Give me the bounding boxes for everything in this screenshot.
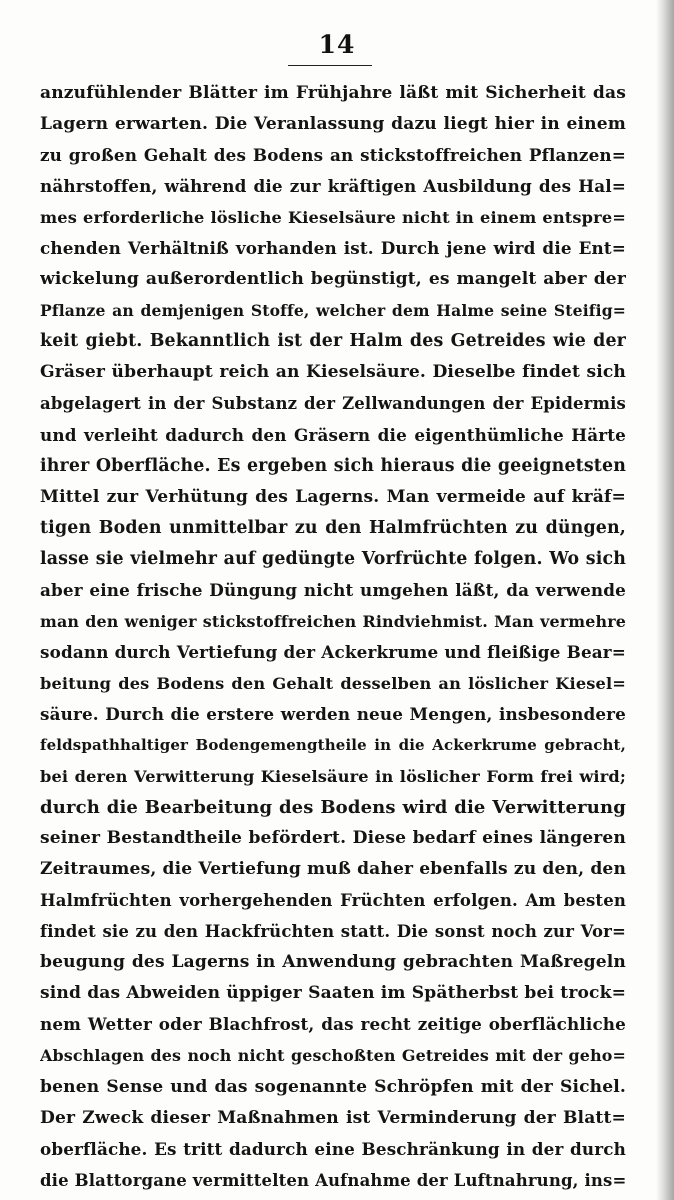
text-line: Gräser überhaupt reich an Kieselsäure. Dieselbe findet sich: [40, 362, 626, 383]
text-line: abgelagert in der Substanz der Zellwandungen der Epidermis: [40, 394, 626, 414]
text-line: sodann durch Vertiefung der Ackerkrume und fleißige Bear=: [40, 641, 626, 662]
text-line: und verleiht dadurch den Gräsern die eigenthümliche Härte: [40, 424, 626, 445]
text-line: anzufühlender Blätter im Frühjahre läßt mit Sicherheit das: [40, 83, 626, 103]
text-line: Lagern erwarten. Die Veranlassung dazu liegt hier in einem: [40, 114, 626, 135]
text-line: keit giebt. Bekanntlich ist der Halm des Getreides wie der: [40, 331, 626, 352]
text-line: oberfläche. Es tritt dadurch eine Beschränkung in der durch: [40, 1138, 626, 1159]
text-line: wickelung außerordentlich begünstigt, es mangelt aber der: [40, 269, 626, 290]
text-line: Abschlagen des noch nicht geschoßten Getreides mit der geho=: [40, 1046, 626, 1066]
text-line: seiner Bestandtheile befördert. Diese bedarf eines längeren: [40, 828, 626, 849]
text-line: Der Zweck dieser Maßnahmen ist Verminderung der Blatt=: [40, 1107, 626, 1128]
text-line: zu großen Gehalt des Bodens an stickstoffreichen Pflanzen=: [40, 145, 626, 166]
text-line: ihrer Oberfläche. Es ergeben sich hieraus die geeignetsten: [40, 455, 626, 476]
text-line: findet sie zu den Hackfrüchten statt. Die sonst noch zur Vor=: [40, 922, 626, 942]
text-line: Zeitraumes, die Vertiefung muß daher ebenfalls zu den, den: [40, 859, 626, 880]
text-line: die Blattorgane vermittelten Aufnahme der Luftnahrung, ins=: [40, 1170, 626, 1190]
body-text: [40, 78, 626, 1196]
text-line: Halmfrüchten vorhergehenden Früchten erfolgen. Am besten: [40, 891, 626, 911]
text-line: mes erforderliche lösliche Kieselsäure nicht in einem entspre=: [40, 208, 626, 228]
text-line: nährstoffen, während die zur kräftigen Ausbildung des Hal=: [40, 176, 626, 197]
text-line: Mittel zur Verhütung des Lagerns. Man vermeide auf kräf=: [40, 486, 626, 507]
text-line: aber eine frische Düngung nicht umgehen läßt, da verwende: [40, 579, 626, 600]
page-number: 14: [318, 30, 356, 59]
page-edge-shadow: [656, 0, 674, 1200]
text-line: benen Sense und das sogenannte Schröpfen mit der Sichel.: [40, 1076, 626, 1097]
text-line: lasse sie vielmehr auf gedüngte Vorfrüchte folgen. Wo sich: [40, 548, 626, 569]
text-line: durch die Bearbeitung des Bodens wird die Verwitterung: [40, 797, 626, 819]
text-line: sind das Abweiden üppiger Saaten im Spätherbst bei trock=: [40, 983, 626, 1004]
text-line: man den weniger stickstoffreichen Rindviehmist. Man vermehre: [40, 611, 626, 631]
text-line: Pflanze an demjenigen Stoffe, welcher dem Halme seine Steifig=: [40, 301, 626, 321]
text-line: beugung des Lagerns in Anwendung gebrachten Maßregeln: [40, 952, 626, 973]
header-rule: [288, 65, 372, 66]
text-line: bei deren Verwitterung Kieselsäure in löslicher Form frei wird;: [40, 767, 626, 787]
text-line: feldspathhaltiger Bodengemengtheile in die Ackerkrume gebracht,: [40, 735, 626, 754]
text-line: beitung des Bodens den Gehalt desselben an löslicher Kiesel=: [40, 673, 626, 693]
text-line: nem Wetter oder Blachfrost, das recht zeitige oberflächliche: [40, 1014, 626, 1035]
text-line: säure. Durch die erstere werden neue Mengen, insbesondere: [40, 703, 626, 724]
text-line: tigen Boden unmittelbar zu den Halmfrüchten zu düngen,: [40, 517, 626, 538]
text-line: chenden Verhältniß vorhanden ist. Durch jene wird die Ent=: [40, 238, 626, 259]
